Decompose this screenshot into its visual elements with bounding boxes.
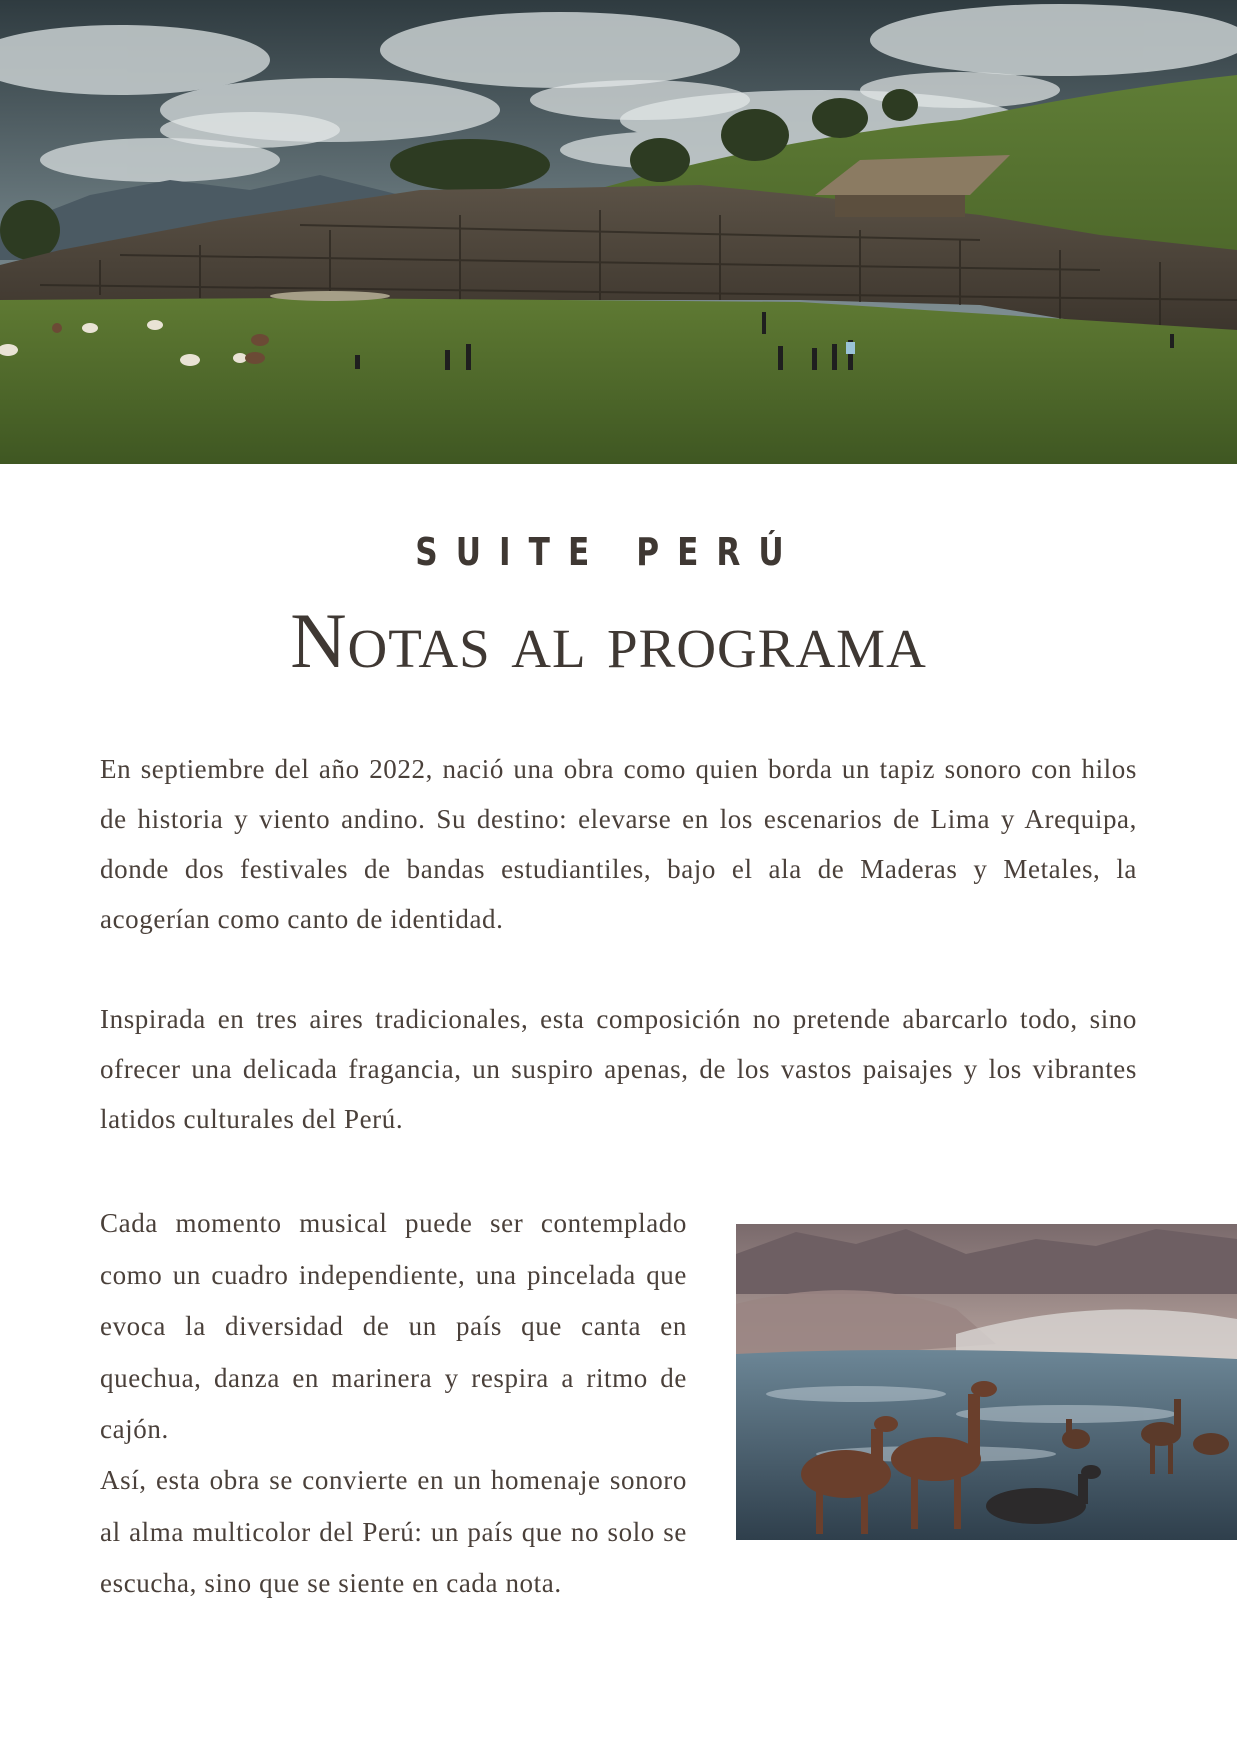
paragraph-homage: Así, esta obra se convierte en un homenaje sonoro al alma multicolor del Perú: un país que no solo se escucha, sino que se siente en cada nota. xyxy=(100,1465,687,1598)
paragraph-intro: En septiembre del año 2022, nació una obra como quien borda un tapiz sonoro con hilos de historia y viento andino. Su destino: elevarse en los escenarios de Lima y Arequipa, donde dos festivales de bandas estudiantiles, bajo el ala de Maderas y Metales, la acogerían como canto de identidad. xyxy=(100,754,1137,934)
hero-photo xyxy=(0,0,1237,464)
series-title: SUITE PERÚ xyxy=(415,530,802,574)
paragraph-musical-moments: Cada momento musical puede ser contemplado como un cuadro independiente, una pincelada que evoca la diversidad de un país que canta en quechua, danza en marinera y respira a ritmo de cajón. xyxy=(100,1208,687,1444)
page-title: Notas al programa xyxy=(290,597,927,684)
paragraph-inspiration: Inspirada en tres aires tradicionales, esta composición no pretende abarcarlo todo, sino ofrecer una delicada fragancia, un suspiro apenas, de los vastos paisajes y los vibrantes latidos culturales del Perú. xyxy=(100,1004,1137,1134)
llamas-photo xyxy=(736,1224,1237,1540)
